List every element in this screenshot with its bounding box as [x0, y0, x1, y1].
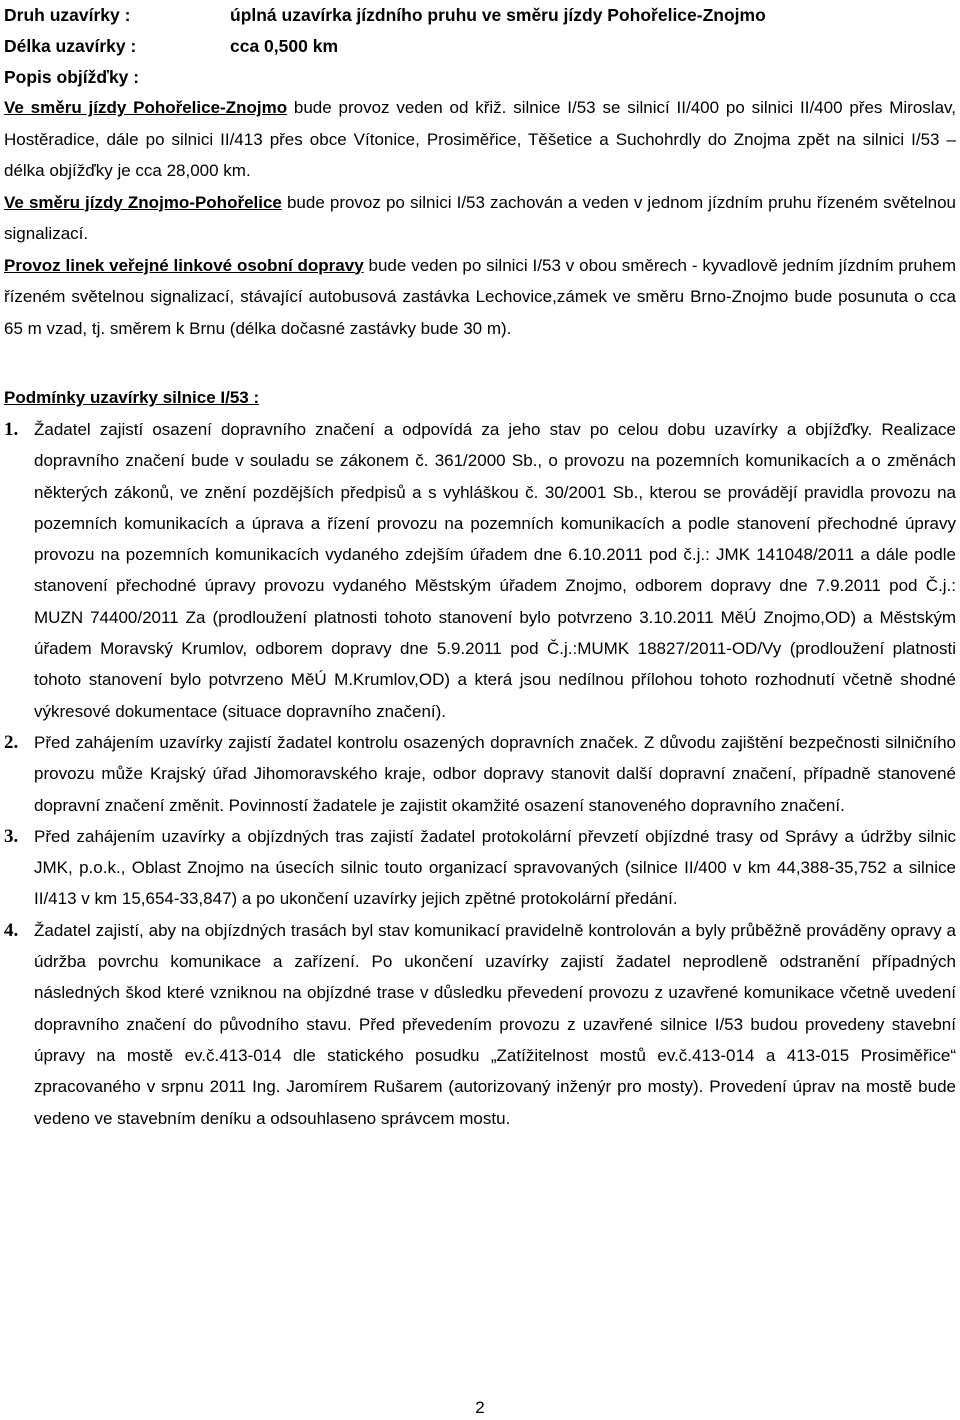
detour-paragraph-1 — [4, 92, 956, 187]
page-number: 2 — [475, 1398, 485, 1417]
condition-text: Před zahájením uzavírky a objízdných tras zajistí žadatel protokolární převzetí objízdné trasy od Správy a údržby silnic JMK, p.o.k., Oblast Znojmo na úsecích silnic touto organizací spravovaných (silnice II/400 v km 44,388-35,752 a silnice II/413 v km 15,654-33,847) a po ukončení uzavírky jejich zpětné protokolární předání. — [34, 826, 956, 909]
detour-paragraph-2 — [4, 187, 956, 250]
closure-length-row — [4, 31, 956, 62]
condition-number: 3. — [4, 825, 19, 847]
detour-paragraph-3-text: bude veden po silnici I/53 v obou směrech - kyvadlově jedním jízdním pruhem řízeném světelnou signalizací, stávající autobusová zastávka Lechovice,zámek ve směru Brno-Znojmo bude posunuta o cca 65 m vzad, tj. směrem k Brnu (délka dočasné zastávky bude 30 m). — [4, 255, 956, 338]
condition-text: Žadatel zajistí osazení dopravního značení a odpovídá za jeho stav po celou dobu uzavírky a objížďky. Realizace dopravního značení bude v souladu se zákonem č. 361/2000 Sb., o provozu na pozemních komunikacích a o změnách některých zákonů, ve znění pozdějších předpisů a s vyhláškou č. 30/2001 Sb., kterou se provádějí pravidla provozu na pozemních komunikacích a úprava a řízení provozu na pozemních komunikacích a podle stanovení přechodné úpravy provozu na pozemních komunikacích vydaného zdejším úřadem dne 6.10.2011 pod č.j.: JMK 141048/2011 a dále podle stanovení přechodné úpravy provozu vydaného Městským úřadem Znojmo, odborem dopravy dne 7.9.2011 pod Č.j.: MUZN 74400/2011 Za (prodloužení platnosti tohoto stanovení bylo potvrzeno 3.10.2011 MěÚ Znojmo,OD) a Městským úřadem Moravský Krumlov, odborem dopravy dne 5.9.2011 pod Č.j.:MUMK 18827/2011-OD/Vy (prodloužení platnosti tohoto stanovení bylo potvrzeno MěÚ M.Krumlov,OD) a která jsou nedílnou přílohou tohoto rozhodnutí včetně shodné výkresové dokumentace (situace dopravního značení). — [34, 420, 956, 721]
spacer — [4, 344, 956, 382]
detour-description-row — [4, 62, 956, 93]
condition-number: 2. — [4, 731, 19, 753]
condition-number: 1. — [4, 419, 19, 440]
closure-type-row — [4, 0, 956, 31]
closure-length-value: cca 0,500 km — [230, 36, 339, 56]
detour-description-label: Popis objížďky : — [4, 67, 140, 87]
conditions-list — [4, 414, 956, 1134]
detour-paragraph-1-text: bude provoz veden od křiž. silnice I/53 se silnicí II/400 po silnici II/400 přes Miroslav, Hostěradice, dále po silnici II/413 přes obce Vítonice, Prosiměřice, Těšetice a Suchohrdly do Znojma zpět na silnici I/53 – délka objížďky je cca 28,000 km. — [4, 98, 956, 180]
condition-text: Žadatel zajistí, aby na objízdných trasách byl stav komunikací pravidelně kontrolován a byly průběžně prováděny opravy a údržba povrchu komunikace a zařízení. Po ukončení uzavírky zajistí žadatel neprodleně odstranění případných následných škod které vzniknou na objízdné trase v důsledku převedení provozu z uzavřené komunikace včetně uvedení dopravního značení do původního stavu. Před převedením provozu z uzavřené silnice I/53 budou provedeny stavební úpravy na mostě ev.č.413-014 dle statického posudku „Zatížitelnost mostů ev.č.413-014 a 413-015 Prosiměřice“ zpracovaného v srpnu 2011 Ing. Jaromírem Rušarem (autorizovaný inženýr pro mosty). Provedení úprav na mostě bude vedeno ve stavebním deníku a odsouhlaseno správcem mostu. — [34, 920, 956, 1128]
condition-item-1 — [4, 414, 956, 727]
condition-item-4 — [4, 915, 956, 1134]
conditions-title: Podmínky uzavírky silnice I/53 : — [4, 388, 260, 407]
detour-paragraph-2-text: bude provoz po silnici I/53 zachován a veden v jednom jízdním pruhu řízeném světelnou signalizací. — [4, 192, 956, 243]
condition-item-2 — [4, 727, 956, 821]
direction-znojmo-pohorelice: Ve směru jízdy Znojmo-Pohořelice — [4, 192, 282, 212]
closure-length-label: Délka uzavírky : — [4, 36, 137, 56]
document-page — [4, 0, 956, 1134]
direction-pohorelice-znojmo: Ve směru jízdy Pohořelice-Znojmo — [4, 98, 288, 117]
condition-item-3 — [4, 821, 956, 915]
closure-type-value: úplná uzavírka jízdního pruhu ve směru jízdy Pohořelice-Znojmo — [230, 5, 766, 25]
condition-text: Před zahájením uzavírky zajistí žadatel kontrolu osazených dopravních značek. Z důvodu zajištění bezpečnosti silničního provozu může Krajský úřad Jihomoravského kraje, odbor dopravy stanovit další dopravní značení, případně stanovené dopravní značení změnit. Povinností žadatele je zajistit okamžité osazení stanoveného dopravního značení. — [34, 732, 956, 815]
detour-paragraph-3 — [4, 250, 956, 345]
closure-type-label: Druh uzavírky : — [4, 5, 131, 25]
public-transport-heading: Provoz linek veřejné linkové osobní dopravy — [4, 255, 364, 275]
condition-number: 4. — [4, 919, 19, 941]
